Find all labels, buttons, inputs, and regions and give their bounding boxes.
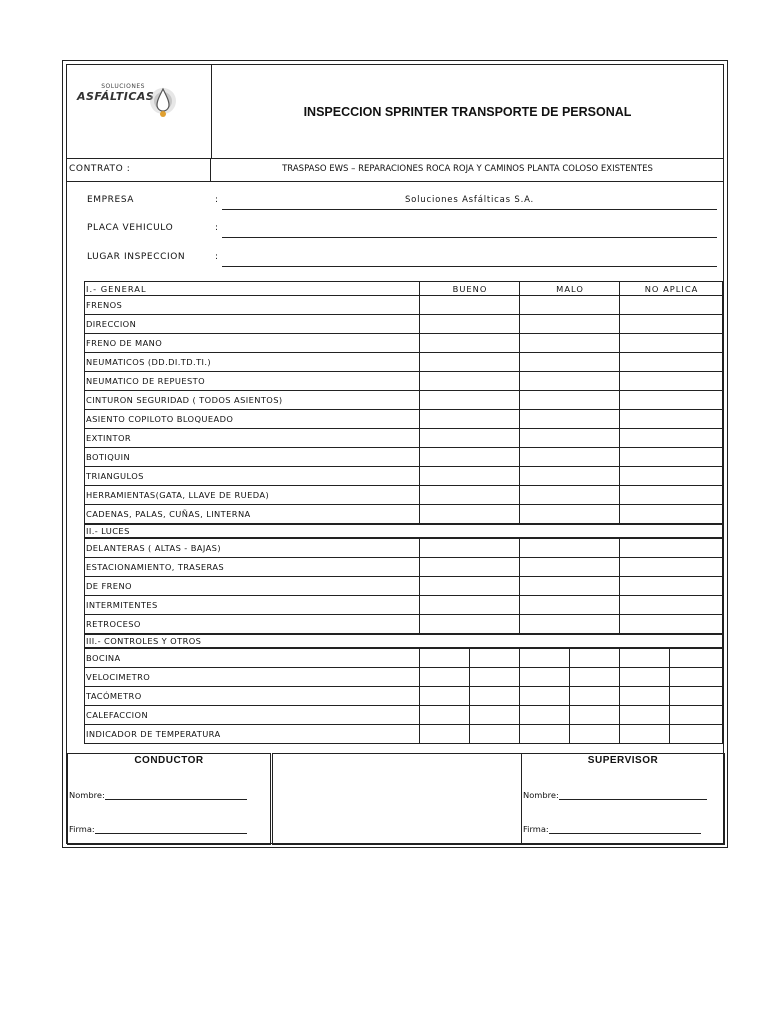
check-cell-no-aplica[interactable] [620,391,723,410]
section-title: II.- LUCES [85,524,723,538]
check-cell-bueno[interactable] [420,410,520,429]
supervisor-nombre [523,790,707,800]
check-cell-no-aplica[interactable] [620,296,723,315]
section-header-row [85,282,723,296]
check-cell-bueno[interactable] [420,538,520,558]
conductor-nombre-line[interactable] [105,790,247,800]
company-logo [67,65,212,158]
supervisor-title: SUPERVISOR [587,755,659,766]
table-row [85,486,723,505]
check-cell-malo[interactable] [520,334,620,353]
field-empresa [87,195,717,211]
check-cell-malo-1[interactable] [520,706,570,725]
item-label: TRIANGULOS [85,467,420,486]
item-label: CADENAS, PALAS, CUÑAS, LINTERNA [85,505,420,525]
check-cell-bueno[interactable] [420,596,520,615]
field-label: PLACA VEHICULO [87,223,174,233]
check-cell-bueno[interactable] [420,372,520,391]
conductor-title: CONDUCTOR [134,755,204,766]
section-title: III.- CONTROLES Y OTROS [85,634,723,648]
item-label: DE FRENO [85,577,420,596]
check-cell-bueno[interactable] [420,315,520,334]
check-cell-bueno[interactable] [420,467,520,486]
check-cell-malo[interactable] [520,505,620,525]
table-row [85,353,723,372]
check-cell-no-aplica[interactable] [620,410,723,429]
item-label: CALEFACCION [85,706,420,725]
check-cell-bueno-2[interactable] [470,725,520,744]
inspection-table [84,281,723,744]
item-label: BOTIQUIN [85,448,420,467]
table-row [85,615,723,635]
supervisor-firma [523,824,701,834]
check-cell-bueno-2[interactable] [470,687,520,706]
check-cell-no-aplica-1[interactable] [620,668,670,687]
check-cell-no-aplica-1[interactable] [620,687,670,706]
check-cell-no-aplica[interactable] [620,615,723,635]
section-header-row [85,524,723,538]
logo-text [77,83,155,103]
form-frame [62,60,728,848]
check-cell-no-aplica-1[interactable] [620,725,670,744]
check-cell-no-aplica-2[interactable] [670,668,723,687]
table-row [85,429,723,448]
check-cell-no-aplica[interactable] [620,558,723,577]
field-colon: : [215,252,219,262]
logo-drop-icon [149,83,177,119]
field-placa [87,223,717,239]
check-cell-malo[interactable] [520,448,620,467]
check-cell-malo[interactable] [520,558,620,577]
check-cell-malo-2[interactable] [570,668,620,687]
check-cell-bueno[interactable] [420,353,520,372]
check-cell-no-aplica[interactable] [620,372,723,391]
supervisor-box [521,753,725,845]
check-cell-malo[interactable] [520,538,620,558]
check-cell-bueno-2[interactable] [470,706,520,725]
check-cell-no-aplica[interactable] [620,505,723,525]
logo-line1: SOLUCIONES [101,83,145,90]
check-cell-bueno-1[interactable] [420,725,470,744]
check-cell-bueno-1[interactable] [420,648,470,668]
table-row [85,315,723,334]
check-cell-malo[interactable] [520,410,620,429]
check-cell-malo[interactable] [520,615,620,635]
item-label: CINTURON SEGURIDAD ( TODOS ASIENTOS) [85,391,420,410]
col-no-aplica: NO APLICA [620,282,723,296]
check-cell-bueno[interactable] [420,505,520,525]
contract-value: TRASPASO EWS – REPARACIONES ROCA ROJA Y CAMINOS PLANTA COLOSO EXISTENTES [282,164,653,174]
check-cell-no-aplica-1[interactable] [620,648,670,668]
check-cell-malo-1[interactable] [520,687,570,706]
check-cell-no-aplica[interactable] [620,596,723,615]
check-cell-malo[interactable] [520,467,620,486]
table-row [85,391,723,410]
check-cell-bueno[interactable] [420,577,520,596]
field-label: EMPRESA [87,195,135,205]
check-cell-bueno-1[interactable] [420,668,470,687]
firma-label: Firma: [69,824,95,834]
check-cell-no-aplica-2[interactable] [670,648,723,668]
check-cell-bueno[interactable] [420,296,520,315]
check-cell-malo-1[interactable] [520,725,570,744]
lugar-input[interactable] [222,252,717,267]
check-cell-no-aplica-2[interactable] [670,706,723,725]
check-cell-no-aplica[interactable] [620,334,723,353]
check-cell-no-aplica[interactable] [620,448,723,467]
check-cell-malo[interactable] [520,353,620,372]
check-cell-malo[interactable] [520,577,620,596]
table-row [85,706,723,725]
check-cell-bueno[interactable] [420,429,520,448]
field-colon: : [215,195,219,205]
supervisor-firma-line[interactable] [549,824,701,834]
check-cell-bueno-2[interactable] [470,668,520,687]
supervisor-nombre-line[interactable] [559,790,707,800]
field-colon: : [215,223,219,233]
item-label: INDICADOR DE TEMPERATURA [85,725,420,744]
item-label: DELANTERAS ( ALTAS - BAJAS) [85,538,420,558]
table-row [85,334,723,353]
check-cell-malo-2[interactable] [570,687,620,706]
middle-box [272,753,522,845]
check-cell-malo[interactable] [520,372,620,391]
check-cell-malo[interactable] [520,429,620,448]
section-header-row [85,634,723,648]
item-label: TACÓMETRO [85,687,420,706]
field-lugar [87,252,717,268]
item-label: INTERMITENTES [85,596,420,615]
conductor-firma-line[interactable] [95,824,247,834]
check-cell-malo[interactable] [520,315,620,334]
table-row [85,296,723,315]
conductor-firma [69,824,247,834]
page-title: INSPECCION SPRINTER TRANSPORTE DE PERSONAL [303,104,632,119]
check-cell-bueno[interactable] [420,615,520,635]
check-cell-malo[interactable] [520,296,620,315]
check-cell-no-aplica-1[interactable] [620,706,670,725]
form-header [67,65,723,159]
item-label: NEUMATICOS (DD.DI.TD.TI.) [85,353,420,372]
check-cell-no-aplica[interactable] [620,429,723,448]
table-row [85,668,723,687]
col-bueno: BUENO [420,282,520,296]
check-cell-bueno[interactable] [420,558,520,577]
firma-label: Firma: [523,824,549,834]
signature-area [67,753,723,845]
check-cell-malo-1[interactable] [520,648,570,668]
conductor-box [67,753,271,845]
check-cell-malo-1[interactable] [520,668,570,687]
item-label: HERRAMIENTAS(GATA, LLAVE DE RUEDA) [85,486,420,505]
check-cell-no-aplica[interactable] [620,315,723,334]
check-cell-malo-2[interactable] [570,725,620,744]
form-inner [66,64,724,844]
check-cell-no-aplica[interactable] [620,486,723,505]
check-cell-no-aplica-2[interactable] [670,687,723,706]
check-cell-malo-2[interactable] [570,706,620,725]
check-cell-bueno-1[interactable] [420,706,470,725]
check-cell-malo-2[interactable] [570,648,620,668]
item-label: ASIENTO COPILOTO BLOQUEADO [85,410,420,429]
check-cell-bueno[interactable] [420,391,520,410]
section-title: I.- GENERAL [85,282,420,296]
empresa-input[interactable]: Soluciones Asfálticas S.A. [222,195,717,210]
logo-line2: ASFÁLTICAS [77,90,155,103]
check-cell-no-aplica[interactable] [620,538,723,558]
check-cell-no-aplica[interactable] [620,353,723,372]
check-cell-bueno[interactable] [420,486,520,505]
table-row [85,467,723,486]
contract-row [67,158,723,182]
check-cell-bueno[interactable] [420,334,520,353]
item-label: FRENOS [85,296,420,315]
conductor-nombre [69,790,247,800]
placa-input[interactable] [222,223,717,238]
table-row [85,505,723,525]
check-cell-malo[interactable] [520,486,620,505]
check-cell-malo[interactable] [520,391,620,410]
check-cell-bueno-2[interactable] [470,648,520,668]
table-row [85,538,723,558]
table-row [85,648,723,668]
table-row [85,558,723,577]
table-row [85,448,723,467]
item-label: EXTINTOR [85,429,420,448]
table-row [85,596,723,615]
item-label: BOCINA [85,648,420,668]
table-row [85,687,723,706]
item-label: FRENO DE MANO [85,334,420,353]
table-row [85,725,723,744]
item-label: RETROCESO [85,615,420,635]
nombre-label: Nombre: [523,790,559,800]
table-row [85,372,723,391]
check-cell-bueno[interactable] [420,448,520,467]
check-cell-no-aplica[interactable] [620,467,723,486]
item-label: DIRECCION [85,315,420,334]
nombre-label: Nombre: [69,790,105,800]
check-cell-no-aplica-2[interactable] [670,725,723,744]
check-cell-no-aplica[interactable] [620,577,723,596]
col-malo: MALO [520,282,620,296]
item-label: ESTACIONAMIENTO, TRASERAS [85,558,420,577]
table-row [85,577,723,596]
contract-label: CONTRATO : [67,158,211,181]
table-row [85,410,723,429]
check-cell-malo[interactable] [520,596,620,615]
item-label: VELOCIMETRO [85,668,420,687]
item-label: NEUMATICO DE REPUESTO [85,372,420,391]
check-cell-bueno-1[interactable] [420,687,470,706]
field-label: LUGAR INSPECCION [87,252,186,262]
